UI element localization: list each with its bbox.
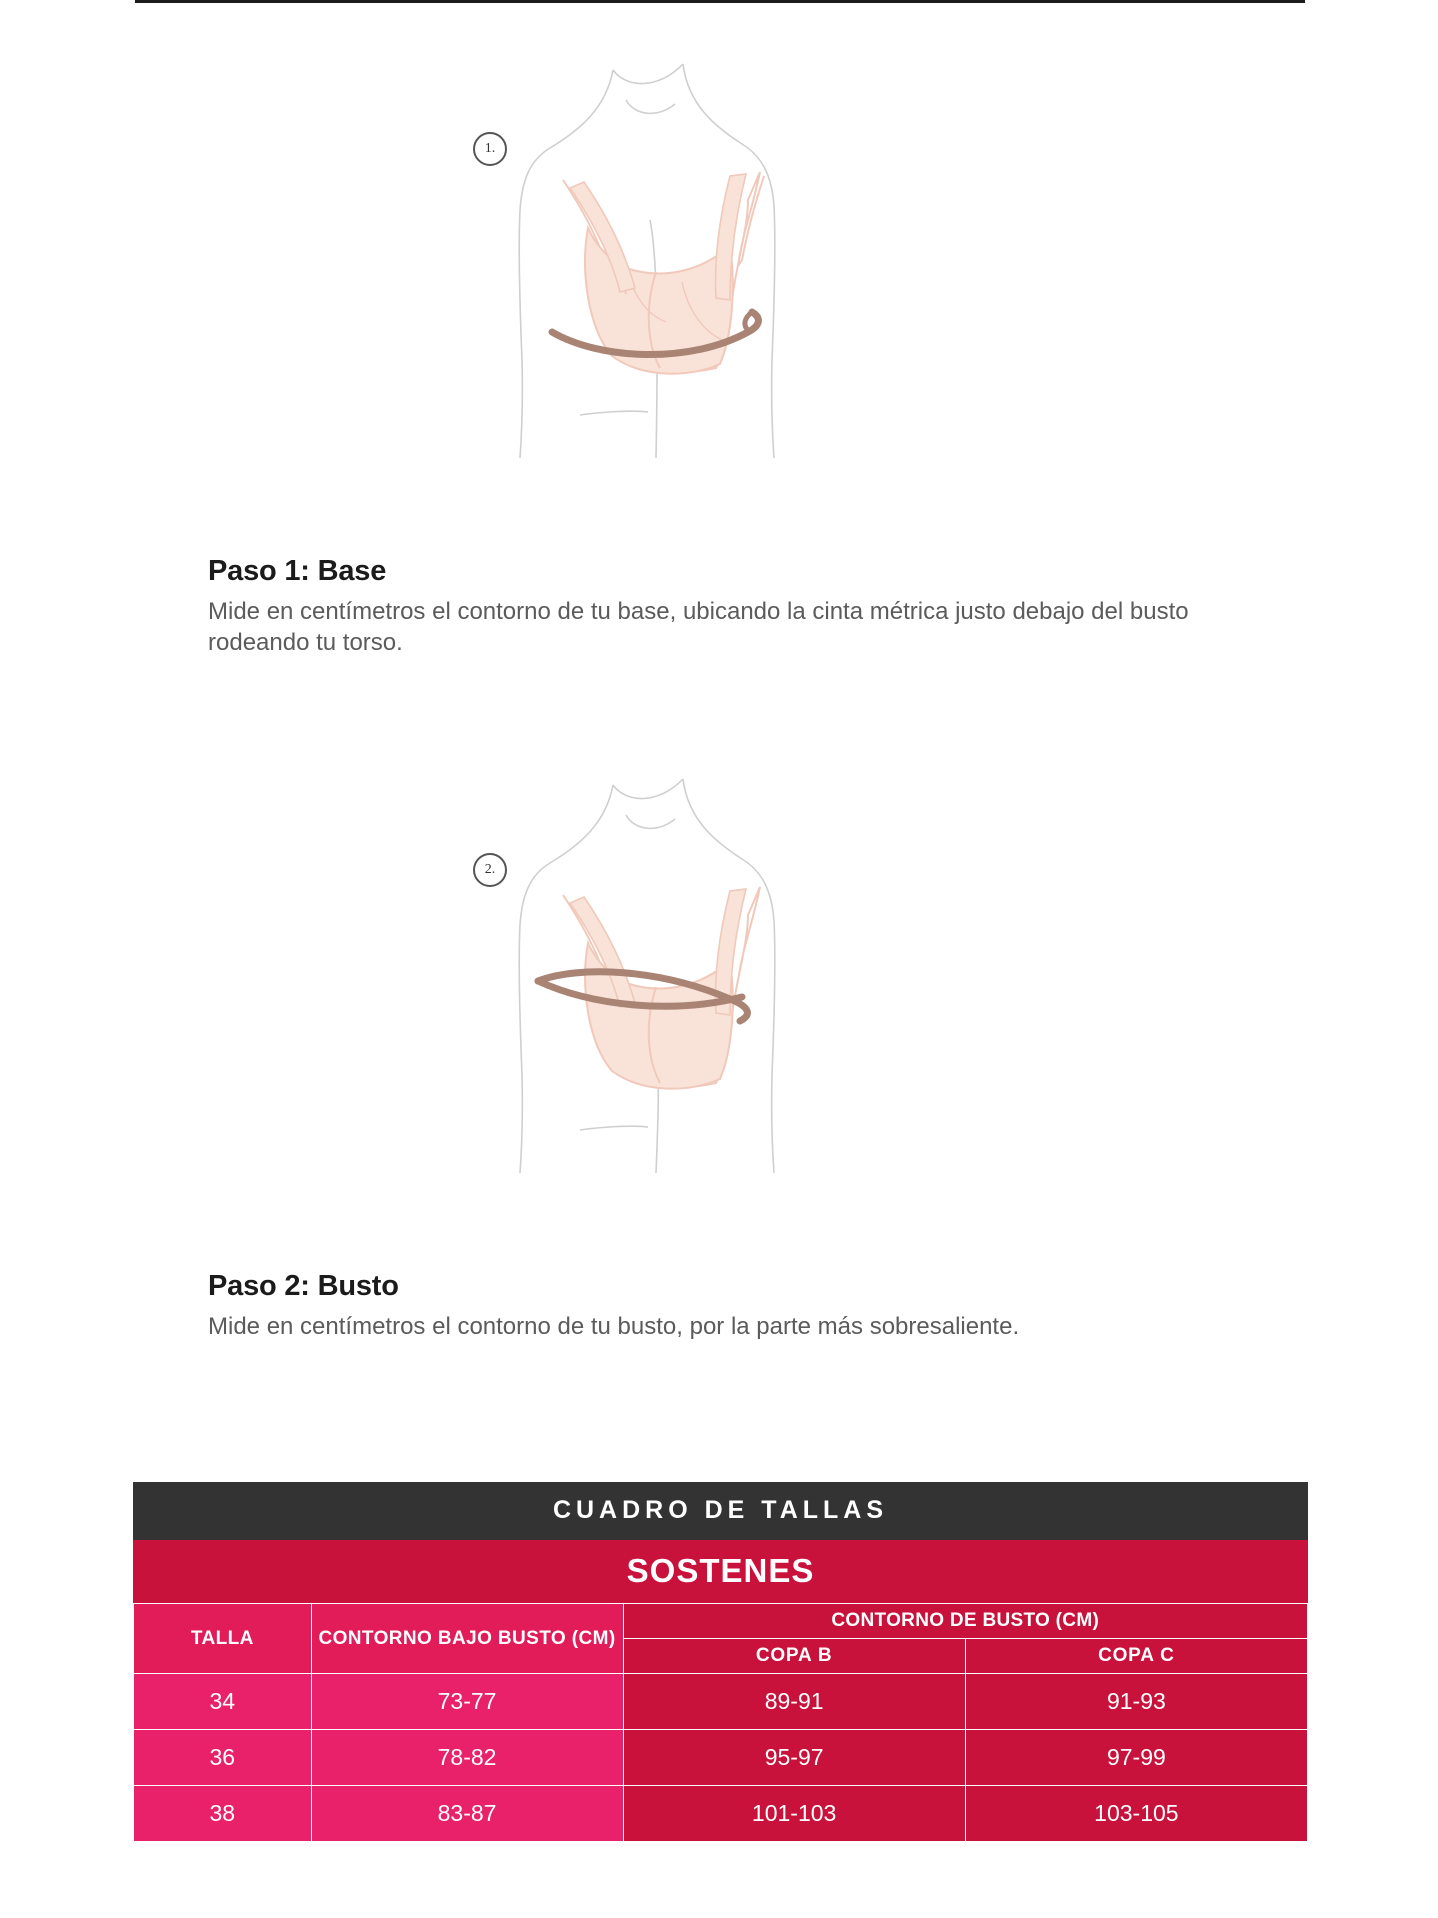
cell-copa-c: 91-93 [965,1674,1307,1730]
cell-bajo-busto: 78-82 [311,1730,623,1786]
step-1-description: Mide en centímetros el contorno de tu base, ubicando la cinta métrica justo debajo del busto rodeando tu torso. [208,598,1189,656]
step-2-description: Mide en centímetros el contorno de tu busto, por la parte más sobresaliente. [208,1313,1020,1340]
cell-copa-c: 97-99 [965,1730,1307,1786]
table-header-row-1 [134,1604,1308,1639]
cell-bajo-busto: 83-87 [311,1786,623,1842]
torso-underbust-measure-illustration [430,60,900,500]
cell-talla: 34 [134,1674,312,1730]
table-row [134,1674,1308,1730]
cell-copa-b: 95-97 [623,1730,965,1786]
cell-copa-b: 101-103 [623,1786,965,1842]
cell-bajo-busto: 73-77 [311,1674,623,1730]
cell-copa-c: 103-105 [965,1786,1307,1842]
step-number-2: 2. [473,853,507,887]
header-bajo-busto: CONTORNO BAJO BUSTO (CM) [311,1604,623,1674]
table-row [134,1786,1308,1842]
header-copa-c: COPA C [965,1639,1307,1674]
cell-talla: 36 [134,1730,312,1786]
step1-figure [430,60,900,460]
step-1-title: Paso 1: Base [208,555,387,587]
cell-talla: 38 [134,1786,312,1842]
header-talla: TALLA [134,1604,312,1674]
torso-bust-measure-illustration [430,775,900,1215]
step-number-1: 1. [473,132,507,166]
top-divider [135,0,1305,3]
size-chart-subbanner: SOSTENES [133,1540,1308,1603]
cell-copa-b: 89-91 [623,1674,965,1730]
size-table [133,1603,1308,1842]
step-2-title: Paso 2: Busto [208,1270,399,1302]
size-chart-banner: CUADRO DE TALLAS [133,1482,1308,1540]
table-row [134,1730,1308,1786]
step2-figure [430,775,900,1175]
header-copa-b: COPA B [623,1639,965,1674]
size-chart [133,1482,1308,1842]
header-contorno-busto: CONTORNO DE BUSTO (CM) [623,1604,1308,1639]
